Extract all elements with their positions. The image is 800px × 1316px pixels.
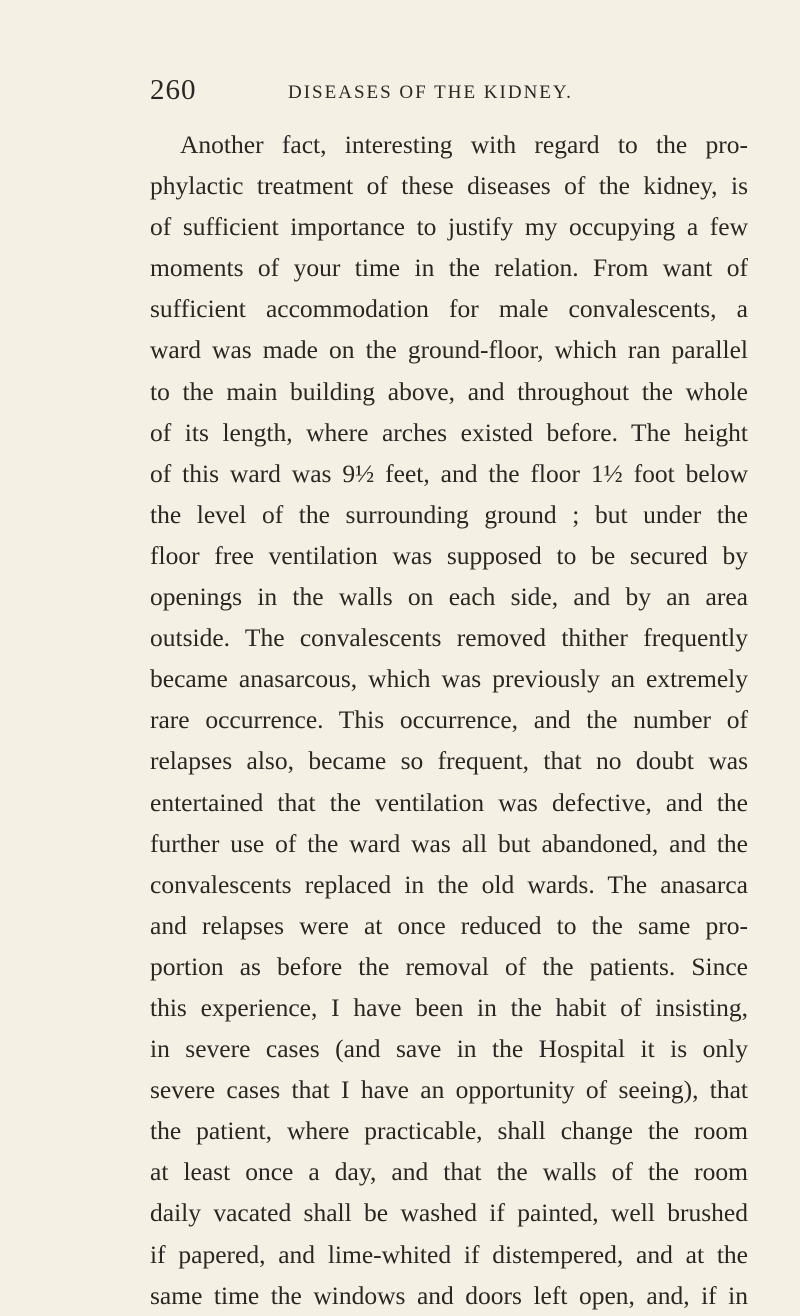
- text-line: of this ward was 9½ feet, and the floor 1½ foot below: [150, 458, 748, 488]
- text-line: rare occurrence. This occurrence, and the number of: [150, 705, 748, 735]
- text-line: outside. The convalescents removed thither frequently: [150, 623, 748, 653]
- running-head: [150, 74, 630, 114]
- page-number: 260: [150, 74, 197, 106]
- text-line: the level of the surrounding ground ; but under the: [150, 499, 748, 529]
- text-line: openings in the walls on each side, and by an area: [150, 582, 748, 612]
- text-line: the patient, where practicable, shall change the room: [150, 1116, 748, 1146]
- text-line: entertained that the ventilation was defective, and the: [150, 787, 748, 817]
- text-line: phylactic treatment of these diseases of the kidney, is: [150, 171, 748, 201]
- text-line: and relapses were at once reduced to the same pro-: [150, 910, 748, 940]
- body-paragraph: [150, 124, 748, 1316]
- text-line: this experience, I have been in the habit of insisting,: [150, 992, 748, 1022]
- text-line: of its length, where arches existed before. The height: [150, 417, 748, 447]
- text-line: of sufficient importance to justify my occupying a few: [150, 212, 748, 242]
- text-line: sufficient accommodation for male convalescents, a: [150, 294, 748, 324]
- text-line: floor free ventilation was supposed to be secured by: [150, 540, 748, 570]
- running-title: DISEASES OF THE KIDNEY.: [288, 82, 573, 103]
- text-line: became anasarcous, which was previously an extremely: [150, 664, 748, 694]
- text-line: to the main building above, and throughout the whole: [150, 376, 748, 406]
- text-line: in severe cases (and save in the Hospital it is only: [150, 1034, 748, 1064]
- text-line: daily vacated shall be washed if painted, well brushed: [150, 1198, 748, 1228]
- text-line: severe cases that I have an opportunity of seeing), that: [150, 1075, 748, 1105]
- text-line: same time the windows and doors left open, and, if in: [150, 1280, 748, 1310]
- text-line: if papered, and lime-whited if distempered, and at the: [150, 1239, 748, 1269]
- text-line: relapses also, became so frequent, that no doubt was: [150, 746, 748, 776]
- text-line: at least once a day, and that the walls of the room: [150, 1157, 748, 1187]
- text-line: ward was made on the ground-floor, which ran parallel: [150, 335, 748, 365]
- text-line: Another fact, interesting with regard to the pro-: [180, 130, 748, 159]
- text-line: further use of the ward was all but abandoned, and the: [150, 828, 748, 858]
- text-line: convalescents replaced in the old wards. The anasarca: [150, 869, 748, 899]
- text-line: moments of your time in the relation. From want of: [150, 253, 748, 283]
- text-line: portion as before the removal of the patients. Since: [150, 951, 748, 981]
